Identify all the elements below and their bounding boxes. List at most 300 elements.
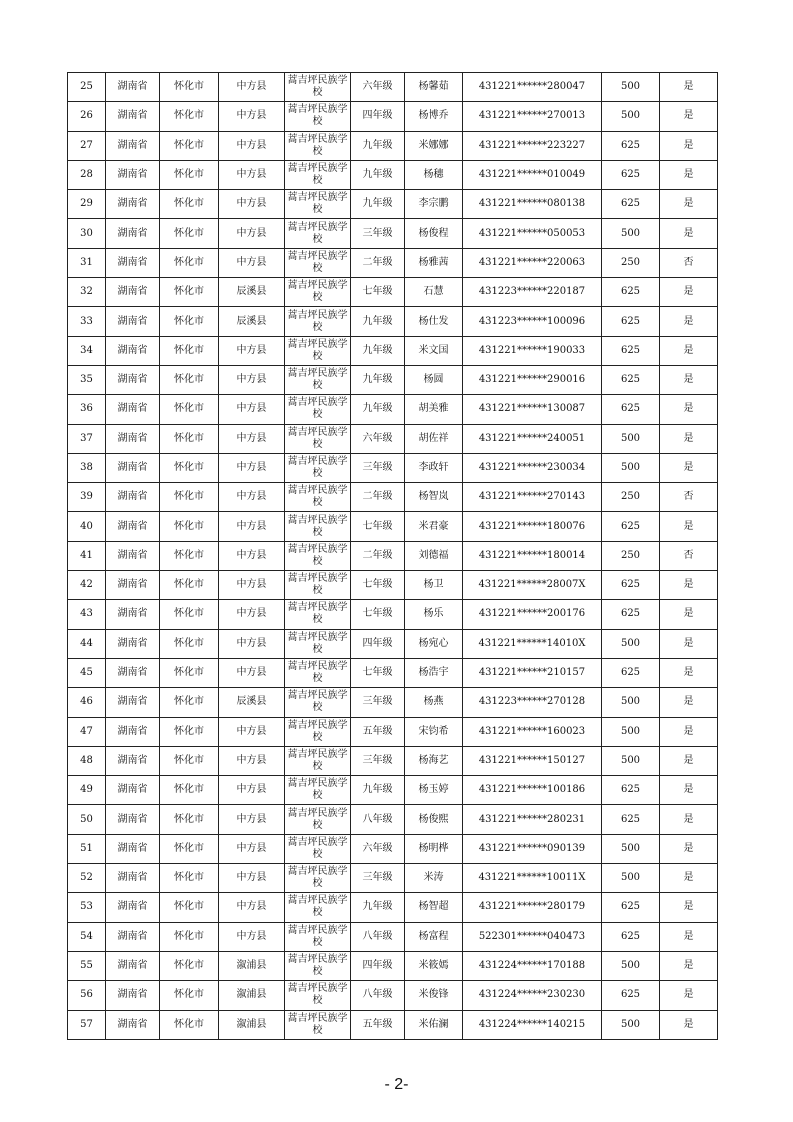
grade-cell: 七年级 [351,600,405,629]
flag-cell: 否 [660,248,718,277]
student-name-cell: 米娜娜 [405,131,463,160]
table-row [68,541,718,570]
student-name-cell: 杨玉婷 [405,776,463,805]
grade-cell: 二年级 [351,248,405,277]
table-row [68,365,718,394]
row-index-cell: 26 [68,102,106,131]
city-cell: 怀化市 [160,834,219,863]
amount-cell: 625 [602,131,660,160]
table-row [68,805,718,834]
table-row [68,512,718,541]
id-number-cell: 431221******150127 [463,746,602,775]
row-index-cell: 36 [68,395,106,424]
city-cell: 怀化市 [160,307,219,336]
table-row [68,73,718,102]
row-index-cell: 30 [68,219,106,248]
grade-cell: 三年级 [351,864,405,893]
amount-cell: 625 [602,571,660,600]
row-index-cell: 27 [68,131,106,160]
city-cell: 怀化市 [160,395,219,424]
table-row [68,981,718,1010]
grade-cell: 二年级 [351,483,405,512]
province-cell: 湖南省 [106,600,160,629]
flag-cell: 是 [660,512,718,541]
county-cell: 辰溪县 [219,307,285,336]
grade-cell: 三年级 [351,688,405,717]
student-name-cell: 米文国 [405,336,463,365]
county-cell: 中方县 [219,73,285,102]
grade-cell: 九年级 [351,893,405,922]
county-cell: 中方县 [219,571,285,600]
county-cell: 中方县 [219,395,285,424]
student-name-cell: 杨馨茹 [405,73,463,102]
city-cell: 怀化市 [160,717,219,746]
student-name-cell: 杨穗 [405,160,463,189]
flag-cell: 是 [660,131,718,160]
table-row [68,483,718,512]
amount-cell: 500 [602,834,660,863]
city-cell: 怀化市 [160,805,219,834]
city-cell: 怀化市 [160,600,219,629]
province-cell: 湖南省 [106,1010,160,1039]
grade-cell: 二年级 [351,541,405,570]
county-cell: 中方县 [219,248,285,277]
grade-cell: 六年级 [351,834,405,863]
student-name-cell: 杨宛心 [405,629,463,658]
county-cell: 中方县 [219,483,285,512]
student-name-cell: 杨海艺 [405,746,463,775]
school-cell: 蒿吉坪民族学校 [285,307,351,336]
flag-cell: 是 [660,336,718,365]
school-cell: 蒿吉坪民族学校 [285,453,351,482]
row-index-cell: 52 [68,864,106,893]
city-cell: 怀化市 [160,102,219,131]
grade-cell: 八年级 [351,981,405,1010]
student-subsidy-table [67,72,718,1040]
school-cell: 蒿吉坪民族学校 [285,73,351,102]
row-index-cell: 40 [68,512,106,541]
province-cell: 湖南省 [106,571,160,600]
school-cell: 蒿吉坪民族学校 [285,102,351,131]
id-number-cell: 431221******010049 [463,160,602,189]
row-index-cell: 39 [68,483,106,512]
student-name-cell: 杨智岚 [405,483,463,512]
county-cell: 中方县 [219,922,285,951]
province-cell: 湖南省 [106,746,160,775]
county-cell: 中方县 [219,893,285,922]
city-cell: 怀化市 [160,248,219,277]
school-cell: 蒿吉坪民族学校 [285,864,351,893]
flag-cell: 是 [660,805,718,834]
city-cell: 怀化市 [160,131,219,160]
county-cell: 中方县 [219,131,285,160]
amount-cell: 500 [602,219,660,248]
flag-cell: 是 [660,951,718,980]
flag-cell: 是 [660,922,718,951]
city-cell: 怀化市 [160,776,219,805]
grade-cell: 七年级 [351,512,405,541]
province-cell: 湖南省 [106,453,160,482]
school-cell: 蒿吉坪民族学校 [285,395,351,424]
student-name-cell: 杨富程 [405,922,463,951]
amount-cell: 625 [602,395,660,424]
grade-cell: 五年级 [351,717,405,746]
school-cell: 蒿吉坪民族学校 [285,365,351,394]
amount-cell: 250 [602,541,660,570]
id-number-cell: 431221******160023 [463,717,602,746]
row-index-cell: 31 [68,248,106,277]
county-cell: 中方县 [219,776,285,805]
province-cell: 湖南省 [106,336,160,365]
city-cell: 怀化市 [160,365,219,394]
row-index-cell: 29 [68,190,106,219]
city-cell: 怀化市 [160,160,219,189]
county-cell: 中方县 [219,834,285,863]
flag-cell: 是 [660,600,718,629]
table-row [68,395,718,424]
table-row [68,1010,718,1039]
province-cell: 湖南省 [106,893,160,922]
amount-cell: 625 [602,658,660,687]
city-cell: 怀化市 [160,190,219,219]
student-name-cell: 米筱嫣 [405,951,463,980]
flag-cell: 是 [660,1010,718,1039]
row-index-cell: 33 [68,307,106,336]
student-name-cell: 杨博乔 [405,102,463,131]
id-number-cell: 431224******170188 [463,951,602,980]
grade-cell: 三年级 [351,453,405,482]
id-number-cell: 431221******280179 [463,893,602,922]
province-cell: 湖南省 [106,512,160,541]
county-cell: 中方县 [219,629,285,658]
student-name-cell: 胡美雅 [405,395,463,424]
province-cell: 湖南省 [106,834,160,863]
county-cell: 中方县 [219,453,285,482]
amount-cell: 500 [602,629,660,658]
flag-cell: 是 [660,102,718,131]
grade-cell: 八年级 [351,922,405,951]
id-number-cell: 431221******14010X [463,629,602,658]
amount-cell: 250 [602,483,660,512]
amount-cell: 625 [602,512,660,541]
grade-cell: 九年级 [351,190,405,219]
grade-cell: 三年级 [351,746,405,775]
school-cell: 蒿吉坪民族学校 [285,981,351,1010]
student-name-cell: 杨圆 [405,365,463,394]
county-cell: 中方县 [219,541,285,570]
grade-cell: 五年级 [351,1010,405,1039]
city-cell: 怀化市 [160,658,219,687]
province-cell: 湖南省 [106,395,160,424]
student-name-cell: 杨明桦 [405,834,463,863]
row-index-cell: 28 [68,160,106,189]
province-cell: 湖南省 [106,922,160,951]
school-cell: 蒿吉坪民族学校 [285,190,351,219]
id-number-cell: 431221******180014 [463,541,602,570]
city-cell: 怀化市 [160,219,219,248]
id-number-cell: 431221******290016 [463,365,602,394]
county-cell: 中方县 [219,102,285,131]
id-number-cell: 431221******220063 [463,248,602,277]
student-name-cell: 杨卫 [405,571,463,600]
student-name-cell: 胡佐祥 [405,424,463,453]
table-row [68,424,718,453]
school-cell: 蒿吉坪民族学校 [285,834,351,863]
city-cell: 怀化市 [160,512,219,541]
table-row [68,834,718,863]
table-row [68,688,718,717]
amount-cell: 625 [602,981,660,1010]
table-row [68,571,718,600]
amount-cell: 625 [602,776,660,805]
province-cell: 湖南省 [106,160,160,189]
row-index-cell: 44 [68,629,106,658]
flag-cell: 是 [660,746,718,775]
flag-cell: 是 [660,365,718,394]
city-cell: 怀化市 [160,864,219,893]
amount-cell: 500 [602,424,660,453]
table-row [68,131,718,160]
county-cell: 中方县 [219,600,285,629]
row-index-cell: 57 [68,1010,106,1039]
flag-cell: 是 [660,219,718,248]
amount-cell: 500 [602,1010,660,1039]
amount-cell: 500 [602,746,660,775]
student-name-cell: 杨燕 [405,688,463,717]
table-row [68,190,718,219]
student-name-cell: 杨雅茜 [405,248,463,277]
table-row [68,746,718,775]
grade-cell: 九年级 [351,365,405,394]
county-cell: 中方县 [219,864,285,893]
id-number-cell: 431223******220187 [463,278,602,307]
flag-cell: 是 [660,776,718,805]
amount-cell: 625 [602,893,660,922]
school-cell: 蒿吉坪民族学校 [285,951,351,980]
flag-cell: 是 [660,190,718,219]
county-cell: 溆浦县 [219,1010,285,1039]
grade-cell: 四年级 [351,102,405,131]
grade-cell: 三年级 [351,219,405,248]
row-index-cell: 25 [68,73,106,102]
city-cell: 怀化市 [160,336,219,365]
flag-cell: 是 [660,688,718,717]
amount-cell: 625 [602,160,660,189]
school-cell: 蒿吉坪民族学校 [285,629,351,658]
school-cell: 蒿吉坪民族学校 [285,805,351,834]
student-name-cell: 杨智超 [405,893,463,922]
row-index-cell: 49 [68,776,106,805]
county-cell: 中方县 [219,190,285,219]
amount-cell: 500 [602,864,660,893]
table-row [68,160,718,189]
table-row [68,307,718,336]
page-number: - 2- [384,1076,409,1093]
student-name-cell: 李政轩 [405,453,463,482]
province-cell: 湖南省 [106,365,160,394]
row-index-cell: 56 [68,981,106,1010]
flag-cell: 是 [660,278,718,307]
county-cell: 中方县 [219,746,285,775]
grade-cell: 八年级 [351,805,405,834]
id-number-cell: 431221******270013 [463,102,602,131]
row-index-cell: 35 [68,365,106,394]
grade-cell: 九年级 [351,336,405,365]
city-cell: 怀化市 [160,73,219,102]
province-cell: 湖南省 [106,688,160,717]
id-number-cell: 431221******190033 [463,336,602,365]
table-row [68,776,718,805]
school-cell: 蒿吉坪民族学校 [285,600,351,629]
province-cell: 湖南省 [106,951,160,980]
school-cell: 蒿吉坪民族学校 [285,131,351,160]
id-number-cell: 431221******28007X [463,571,602,600]
amount-cell: 500 [602,717,660,746]
row-index-cell: 41 [68,541,106,570]
amount-cell: 625 [602,336,660,365]
flag-cell: 是 [660,864,718,893]
grade-cell: 七年级 [351,571,405,600]
province-cell: 湖南省 [106,248,160,277]
student-name-cell: 杨浩宇 [405,658,463,687]
flag-cell: 是 [660,395,718,424]
province-cell: 湖南省 [106,278,160,307]
county-cell: 中方县 [219,805,285,834]
row-index-cell: 55 [68,951,106,980]
city-cell: 怀化市 [160,746,219,775]
city-cell: 怀化市 [160,893,219,922]
amount-cell: 500 [602,453,660,482]
amount-cell: 625 [602,278,660,307]
id-number-cell: 431221******100186 [463,776,602,805]
city-cell: 怀化市 [160,571,219,600]
city-cell: 怀化市 [160,1010,219,1039]
id-number-cell: 431224******230230 [463,981,602,1010]
id-number-cell: 431223******100096 [463,307,602,336]
province-cell: 湖南省 [106,483,160,512]
id-number-cell: 431224******140215 [463,1010,602,1039]
county-cell: 中方县 [219,424,285,453]
id-number-cell: 431221******080138 [463,190,602,219]
county-cell: 溆浦县 [219,951,285,980]
county-cell: 辰溪县 [219,278,285,307]
school-cell: 蒿吉坪民族学校 [285,746,351,775]
province-cell: 湖南省 [106,776,160,805]
province-cell: 湖南省 [106,131,160,160]
grade-cell: 六年级 [351,424,405,453]
province-cell: 湖南省 [106,629,160,658]
amount-cell: 625 [602,365,660,394]
row-index-cell: 45 [68,658,106,687]
row-index-cell: 32 [68,278,106,307]
flag-cell: 是 [660,629,718,658]
school-cell: 蒿吉坪民族学校 [285,571,351,600]
grade-cell: 六年级 [351,73,405,102]
row-index-cell: 43 [68,600,106,629]
county-cell: 中方县 [219,717,285,746]
flag-cell: 是 [660,981,718,1010]
table-row [68,219,718,248]
grade-cell: 四年级 [351,629,405,658]
row-index-cell: 51 [68,834,106,863]
province-cell: 湖南省 [106,541,160,570]
school-cell: 蒿吉坪民族学校 [285,483,351,512]
table-row [68,248,718,277]
student-name-cell: 李宗鹏 [405,190,463,219]
school-cell: 蒿吉坪民族学校 [285,688,351,717]
flag-cell: 是 [660,658,718,687]
school-cell: 蒿吉坪民族学校 [285,893,351,922]
county-cell: 中方县 [219,365,285,394]
county-cell: 中方县 [219,336,285,365]
flag-cell: 是 [660,893,718,922]
grade-cell: 九年级 [351,776,405,805]
id-number-cell: 431221******130087 [463,395,602,424]
student-name-cell: 宋钧希 [405,717,463,746]
grade-cell: 四年级 [351,951,405,980]
school-cell: 蒿吉坪民族学校 [285,922,351,951]
city-cell: 怀化市 [160,541,219,570]
student-name-cell: 杨俊熙 [405,805,463,834]
school-cell: 蒿吉坪民族学校 [285,336,351,365]
county-cell: 中方县 [219,160,285,189]
row-index-cell: 42 [68,571,106,600]
table-row [68,864,718,893]
id-number-cell: 431221******180076 [463,512,602,541]
id-number-cell: 431221******270143 [463,483,602,512]
province-cell: 湖南省 [106,981,160,1010]
table-row [68,453,718,482]
student-name-cell: 石慧 [405,278,463,307]
school-cell: 蒿吉坪民族学校 [285,160,351,189]
province-cell: 湖南省 [106,658,160,687]
student-name-cell: 米涛 [405,864,463,893]
id-number-cell: 431221******223227 [463,131,602,160]
id-number-cell: 431221******280047 [463,73,602,102]
grade-cell: 九年级 [351,395,405,424]
county-cell: 中方县 [219,219,285,248]
flag-cell: 否 [660,541,718,570]
table-row [68,893,718,922]
flag-cell: 是 [660,571,718,600]
amount-cell: 625 [602,190,660,219]
school-cell: 蒿吉坪民族学校 [285,658,351,687]
student-name-cell: 米佑澜 [405,1010,463,1039]
county-cell: 溆浦县 [219,981,285,1010]
county-cell: 辰溪县 [219,688,285,717]
flag-cell: 是 [660,160,718,189]
row-index-cell: 50 [68,805,106,834]
city-cell: 怀化市 [160,278,219,307]
flag-cell: 是 [660,453,718,482]
flag-cell: 是 [660,307,718,336]
school-cell: 蒿吉坪民族学校 [285,424,351,453]
school-cell: 蒿吉坪民族学校 [285,776,351,805]
amount-cell: 500 [602,73,660,102]
grade-cell: 九年级 [351,131,405,160]
id-number-cell: 431221******230034 [463,453,602,482]
id-number-cell: 431221******090139 [463,834,602,863]
id-number-cell: 431221******050053 [463,219,602,248]
province-cell: 湖南省 [106,805,160,834]
grade-cell: 九年级 [351,160,405,189]
grade-cell: 七年级 [351,658,405,687]
amount-cell: 500 [602,102,660,131]
city-cell: 怀化市 [160,483,219,512]
table-row [68,951,718,980]
flag-cell: 是 [660,73,718,102]
amount-cell: 625 [602,307,660,336]
